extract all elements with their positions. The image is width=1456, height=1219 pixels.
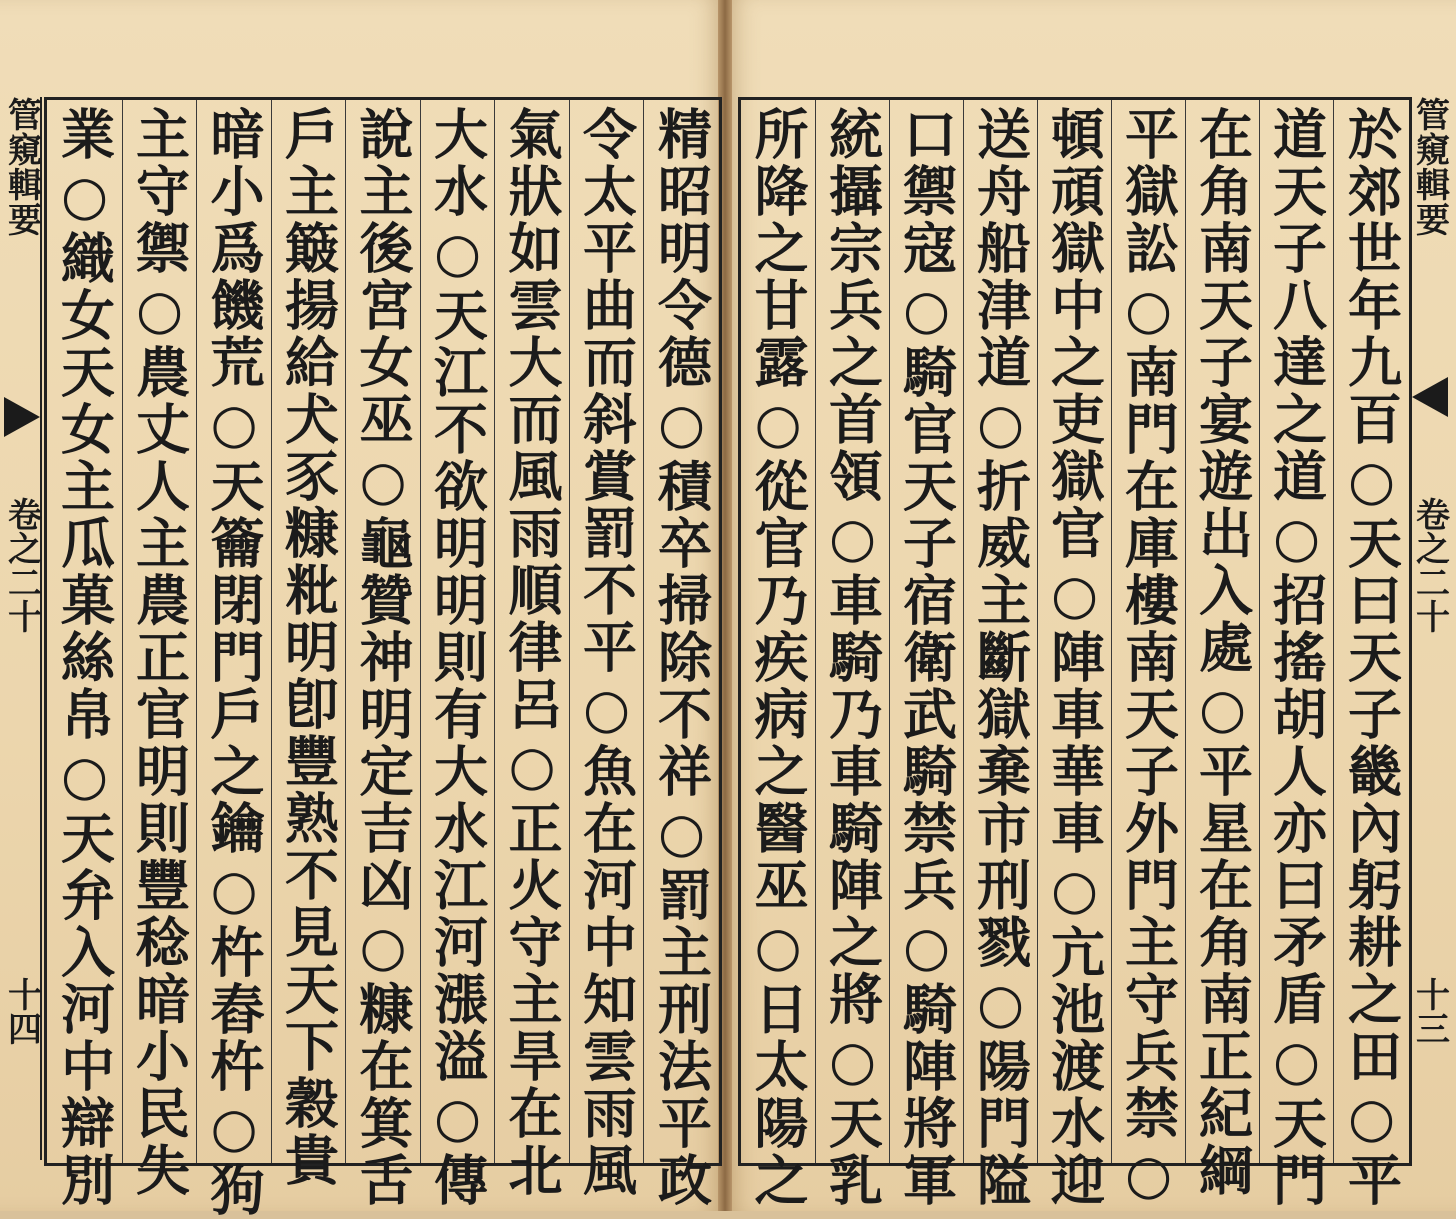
right-column-1: [1333, 100, 1409, 1209]
left-text-frame: [44, 97, 722, 1219]
left-banxin-title: 管窺輯要: [1, 97, 42, 237]
left-column-8: [122, 100, 196, 1199]
right-column-6: [963, 100, 1037, 1209]
column-text: 於郊世年九百○天曰天子畿內躬耕之田○平: [1339, 106, 1404, 1209]
left-banxin: [1, 97, 42, 1160]
right-banxin-title: 管窺輯要: [1409, 97, 1450, 237]
right-banxin: [1410, 97, 1448, 1160]
column-text: 所降之甘露○從官乃疾病之醫巫○日太陽之: [746, 106, 810, 1209]
right-column-7: [889, 100, 963, 1209]
column-text: 暗小爲饑荒○天籥閉門戶之鑰○杵舂杵○狗: [202, 106, 266, 1219]
column-text: 業○織女天女主瓜菓絲帛○天弁入河中辯別: [52, 106, 117, 1209]
right-banxin-juan: 卷之二十: [1409, 497, 1450, 633]
column-text: 精昭明令德○積卒掃除不祥○罰主刑法平政: [649, 106, 714, 1209]
column-text: 送舟船津道○折威主斷獄棄市刑戮○陽門隘: [968, 106, 1033, 1209]
fish-tail-mark-icon: [1412, 377, 1448, 417]
column-text: 頓頑獄中之吏獄官○陣車華車○亢池渡水迎: [1042, 106, 1107, 1209]
column-text: 氣狀如雲大而風雨順律呂○正火守主旱在北: [500, 106, 564, 1199]
fish-tail-mark-icon: [4, 397, 40, 437]
column-text: 在角南天子宴遊出入處○平星在角南正紀綱: [1190, 106, 1255, 1199]
right-column-9: [741, 100, 815, 1209]
left-column-7: [196, 100, 271, 1219]
right-column-4: [1111, 100, 1185, 1209]
column-text: 大水○天江不欲明明則有大水江河漲溢○傳: [425, 106, 490, 1209]
left-column-3: [494, 100, 569, 1199]
left-column-2: [569, 100, 643, 1199]
right-banxin-folio: 十三: [1409, 977, 1450, 1045]
right-column-5: [1037, 100, 1111, 1209]
column-text: 說主後宮女巫○龜贊神明定吉凶○糠在箕舌: [351, 106, 415, 1209]
left-column-6: [271, 100, 345, 1189]
left-column-9: [47, 100, 122, 1209]
column-text: 統攝宗兵之首領○車騎乃車騎陣之將○天乳: [820, 106, 885, 1209]
left-column-5: [345, 100, 420, 1209]
left-column-1: [643, 100, 719, 1209]
right-text-frame: [738, 97, 1412, 1209]
left-banxin-juan: 卷之二十: [1, 497, 42, 633]
column-text: 令太平曲而斜賞罰不平○魚在河中知雲雨風: [574, 106, 639, 1199]
column-text: 口禦寇○騎官天子宿衛武騎禁兵○騎陣將軍: [894, 106, 959, 1209]
right-column-8: [815, 100, 889, 1209]
column-text: 平獄訟○南門在庫樓南天子外門主守兵禁○: [1116, 106, 1181, 1209]
column-text: 戶主簸揚給犬豕糠粃明卽豐熟不見天下穀貴: [276, 106, 341, 1189]
left-banxin-folio: 十四: [1, 977, 42, 1045]
left-column-4: [420, 100, 494, 1209]
column-text: 道天子八達之道○招搖胡人亦曰矛盾○天門: [1264, 106, 1329, 1209]
right-column-3: [1185, 100, 1259, 1199]
right-column-2: [1259, 100, 1333, 1209]
column-text: 主守禦○農丈人主農正官明則豐稔暗小民失: [127, 106, 192, 1199]
